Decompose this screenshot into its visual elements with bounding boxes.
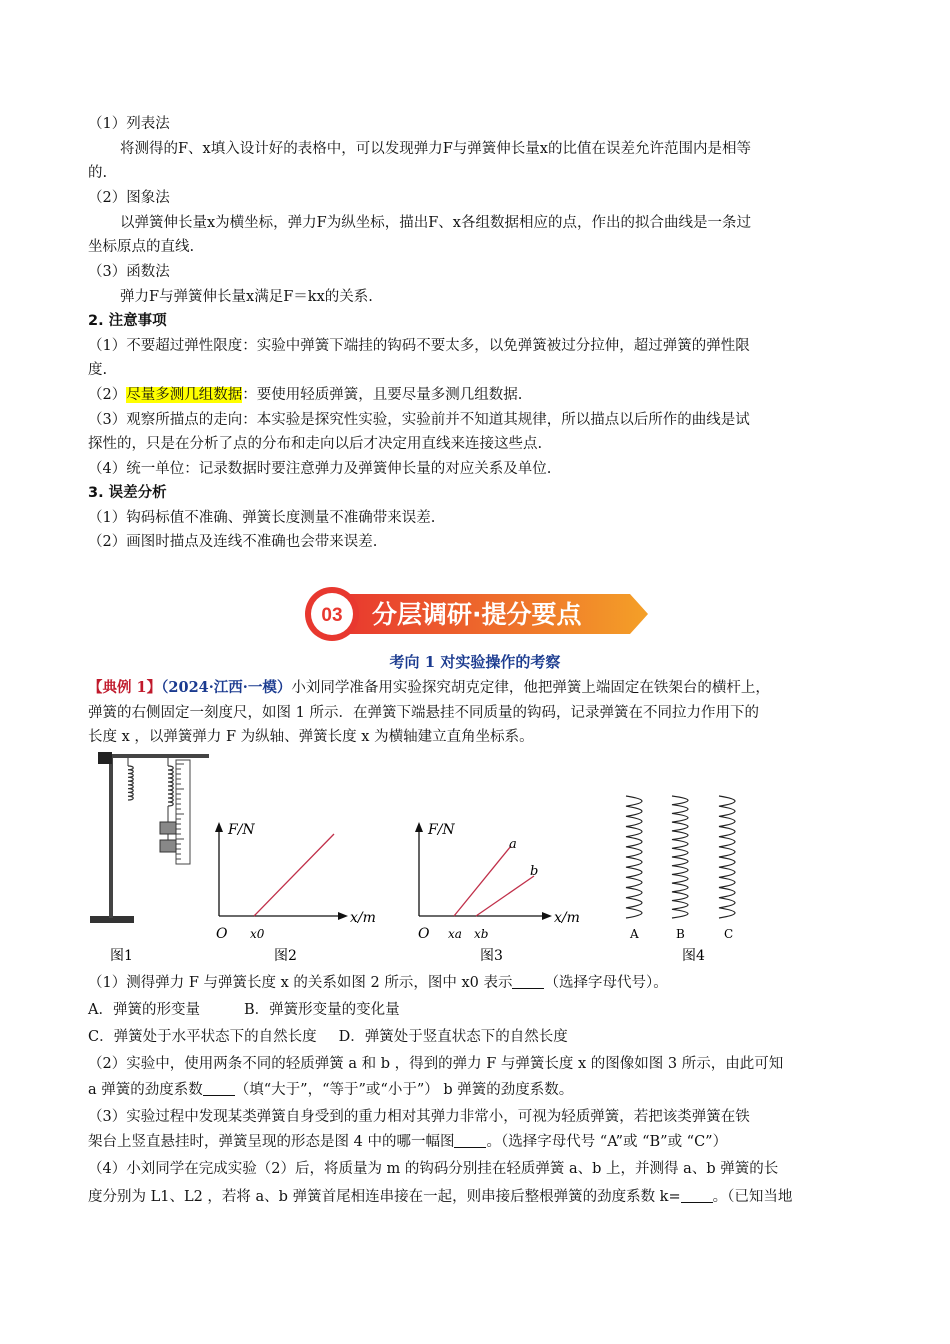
question-4b-text: 度分别为 L1、L2 ，若将 a、b 弹簧首尾相连串接在一起，则串接后整根弹簧的劲度系数 k=	[88, 1189, 681, 1205]
answer-blank-1	[512, 974, 544, 989]
stand-arm	[109, 754, 209, 758]
fig4-spring-C	[719, 796, 735, 918]
note-2	[88, 385, 522, 405]
answer-blank-2	[203, 1081, 235, 1096]
question-3a: （3）实验过程中发现某类弹簧自身受到的重力相对其弹力非常小，可视为轻质弹簧，若把该类弹簧在铁	[88, 1109, 750, 1125]
error-1: （1）钩码标值不准确、弹簧长度测量不准确带来误差.	[88, 510, 436, 526]
question-2b-text: a 弹簧的劲度系数	[88, 1082, 203, 1098]
figure-4-springs	[626, 796, 735, 964]
notes-heading: 2. 注意事项	[88, 313, 167, 329]
fig4-label-B: B	[676, 927, 685, 941]
fig4-spring-B	[672, 796, 688, 918]
ruler	[176, 760, 190, 864]
graph-method-title: （2）图象法	[88, 190, 170, 206]
question-3b-end: 。（选择字母代号 “A”或 “B”或 “C”）	[486, 1134, 728, 1150]
note-4: （4）统一单位：记录数据时要注意弹力及弹簧伸长量的对应关系及单位.	[88, 461, 552, 477]
question-1-text: （1）测得弹力 F 与弹簧长度 x 的关系如图 2 所示，图中 x0 表示	[88, 975, 513, 991]
error-2: （2）画图时描点及连线不准确也会带来误差.	[88, 534, 378, 550]
note-1a: （1）不要超过弹性限度：实验中弹簧下端挂的钩码不要太多，以免弹簧被过分拉伸，超过弹簧的弹性限	[88, 338, 750, 354]
fig2-x-arrow	[338, 912, 348, 920]
fig4-label-A: A	[630, 927, 639, 941]
banner-number: 03	[321, 605, 343, 626]
note-3b: 探性的，只是在分析了点的分布和走向以后才决定用直线来连接这些点.	[88, 436, 543, 452]
stand-pole	[109, 754, 113, 918]
fig3-label-a: a	[509, 837, 517, 852]
figure-3-caption: 图3	[480, 948, 503, 964]
fig2-line	[254, 834, 334, 916]
answer-blank-4	[681, 1188, 713, 1203]
option-b: B．弹簧形变量的变化量	[243, 1002, 400, 1018]
note-3a: （3）观察所描点的走向：本实验是探究性实验，实验前并不知道其规律，所以描点以后所作的曲线是试	[88, 412, 750, 428]
note-2-highlight: 尽量多测几组数据	[126, 387, 243, 403]
figure-2-graph	[215, 822, 376, 964]
spring-2	[168, 766, 173, 806]
answer-blank-3	[454, 1133, 486, 1148]
question-4a: （4）小刘同学在完成实验（2）后，将质量为 m 的钩码分别挂在轻质弹簧 a、b 上，并测得 a、b 弹簧的长	[88, 1161, 779, 1177]
example-tag: 【典例 1】	[88, 679, 162, 696]
example-stem-2: 弹簧的右侧固定一刻度尺，如图 1 所示．在弹簧下端悬挂不同质量的钩码，记录弹簧在不同拉力作用下的	[88, 705, 759, 721]
fig2-x-label: x/m	[350, 910, 376, 926]
question-1	[88, 973, 668, 993]
options-ab	[88, 1000, 400, 1020]
question-2b-end: （填“大于”，“等于”或“小于”） b 弹簧的劲度系数。	[234, 1082, 574, 1098]
table-method-desc-1: 将测得的F、x填入设计好的表格中，可以发现弹力F与弹簧伸长量x的比值在误差允许范围内是相等	[120, 141, 751, 157]
fig3-y-label: F/N	[428, 822, 455, 838]
option-c: C．弹簧处于水平状态下的自然长度	[88, 1029, 317, 1045]
table-method-desc-2: 的.	[88, 165, 108, 181]
question-4b-end: 。（已知当地	[712, 1189, 793, 1205]
example-stem-text: 小刘同学准备用实验探究胡克定律，他把弹簧上端固定在铁架台的横杆上，	[291, 680, 770, 696]
example-stem-3: 长度 x ，以弹簧弹力 F 为纵轴、弹簧长度 x 为横轴建立直角坐标系。	[88, 729, 534, 745]
figure-1-iron-stand	[90, 752, 209, 964]
fig3-line-a	[454, 846, 511, 916]
graph-method-desc-2: 坐标原点的直线.	[88, 239, 195, 255]
fig3-xa: xa	[448, 927, 462, 941]
banner-title: 分层调研·提分要点	[372, 600, 582, 629]
figure-4-caption: 图4	[682, 948, 705, 964]
table-method-title: （1）列表法	[88, 116, 170, 132]
weight-2	[160, 840, 176, 852]
error-heading: 3. 误差分析	[88, 485, 167, 501]
fig2-origin: O	[216, 926, 228, 942]
stand-clamp	[98, 752, 112, 764]
fig3-label-b: b	[530, 864, 539, 879]
note-1b: 度.	[88, 362, 108, 378]
fig4-label-C: C	[724, 927, 734, 941]
fig2-y-label: F/N	[228, 822, 255, 838]
question-2a: （2）实验中，使用两条不同的轻质弹簧 a 和 b ，得到的弹力 F 与弹簧长度 x 的图像如图 3 所示，由此可知	[88, 1056, 784, 1072]
fig2-x0: x0	[250, 927, 265, 941]
example-stem-1	[88, 678, 770, 698]
function-method-desc: 弹力F与弹簧伸长量x满足F＝kx的关系.	[120, 289, 373, 305]
question-3b	[88, 1132, 727, 1152]
spring-1	[128, 766, 133, 800]
note-2-rest: ：要使用轻质弹簧，且要尽量多测几组数据.	[242, 387, 523, 403]
example-source: （2024·江西·一模）	[161, 679, 292, 696]
function-method-title: （3）函数法	[88, 264, 170, 280]
question-4b	[88, 1187, 792, 1207]
fig3-xb: xb	[474, 927, 489, 941]
note-2-prefix: （2）	[88, 387, 127, 403]
figure-2-caption: 图2	[274, 948, 297, 964]
fig3-y-arrow	[415, 822, 423, 832]
section-title: 考向 1 对实验操作的考察	[389, 653, 561, 671]
section-banner	[302, 586, 650, 642]
figures-row	[84, 748, 784, 970]
fig3-origin: O	[418, 926, 430, 942]
option-d: D．弹簧处于竖直状态下的自然长度	[338, 1029, 568, 1045]
fig3-x-arrow	[542, 912, 552, 920]
question-1-end: （选择字母代号）。	[544, 975, 668, 991]
weight-1	[160, 822, 176, 834]
fig3-line-b	[476, 876, 534, 916]
fig2-y-arrow	[215, 822, 223, 832]
fig4-spring-A	[626, 796, 642, 918]
figure-1-caption: 图1	[110, 948, 133, 964]
option-a: A．弹簧的形变量	[88, 1002, 200, 1018]
question-3b-text: 架台上竖直悬挂时，弹簧呈现的形态是图 4 中的哪一幅图	[88, 1134, 455, 1150]
graph-method-desc-1: 以弹簧伸长量x为横坐标，弹力F为纵坐标，描出F、x各组数据相应的点，作出的拟合曲线是一条过	[120, 215, 751, 231]
options-cd	[88, 1027, 568, 1047]
fig3-x-label: x/m	[554, 910, 580, 926]
question-2b	[88, 1080, 573, 1100]
figure-3-graph	[415, 822, 580, 964]
